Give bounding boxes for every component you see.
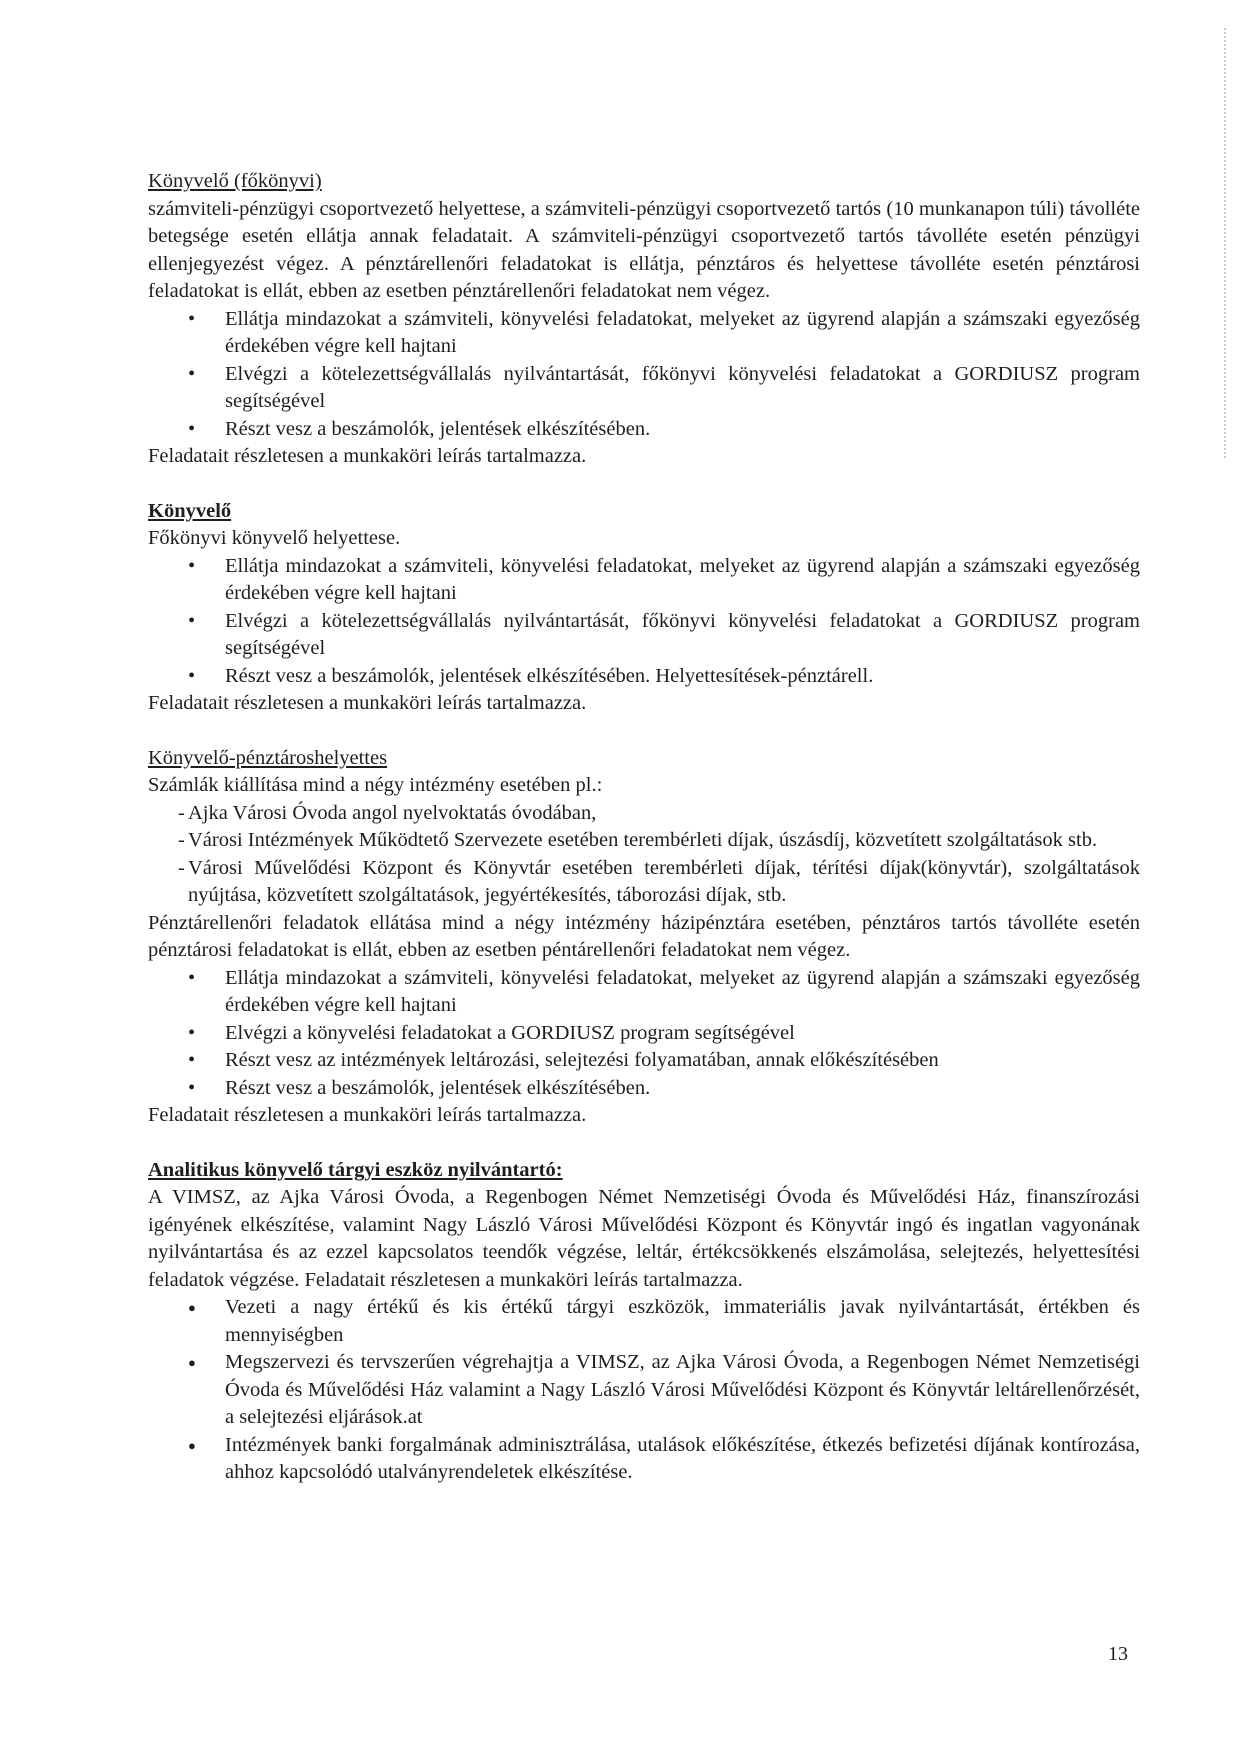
list-item: • Ellátja mindazokat a számviteli, könyvelési feladatokat, melyeket az ügyrend alapján a számszaki egyezőség érdekében végre kell hajtani	[148, 553, 1140, 608]
list-item: • Elvégzi a könyvelési feladatokat a GORDIUSZ program segítségével	[148, 1020, 1140, 1048]
section-intro: Számlák kiállítása mind a négy intézmény esetében pl.:	[148, 774, 603, 796]
section-heading: Analitikus könyvelő tárgyi eszköz nyilvántartó:	[148, 1158, 563, 1181]
section-paragraph: Főkönyvi könyvelő helyettese.	[148, 527, 401, 549]
list-item: - Városi Művelődési Központ és Könyvtár esetében terembérleti díjak, térítési díjak(könyvtár), szolgáltatások nyújtása, közvetített szolgáltatások, jegyértékesítés, táborozási díjak, stb.	[148, 855, 1140, 910]
list-item: - Városi Intézmények Működtető Szervezete esetében terembérleti díjak, úszásdíj, közvetített szolgáltatások stb.	[148, 827, 1140, 855]
list-item: - Ajka Városi Óvoda angol nyelvoktatás óvodában,	[148, 800, 1140, 828]
section-konyvelo	[148, 498, 1140, 718]
list-item: • Ellátja mindazokat a számviteli, könyvelési feladatokat, melyeket az ügyrend alapján a számszaki egyezőség érdekében végre kell hajtani	[148, 306, 1140, 361]
section-closing: Feladatait részletesen a munkaköri leírás tartalmazza.	[148, 445, 587, 467]
section-konyvelo-penztaroshelyettes	[148, 745, 1140, 1130]
section-closing: Feladatait részletesen a munkaköri leírás tartalmazza.	[148, 1104, 587, 1126]
bullet-list	[148, 306, 1140, 444]
section-heading: Könyvelő-pénztároshelyettes	[148, 746, 388, 769]
list-item: • Elvégzi a kötelezettségvállalás nyilvántartását, főkönyvi könyvelési feladatokat a GORDIUSZ program segítségével	[148, 361, 1140, 416]
section-analitikus-konyvelo	[148, 1157, 1140, 1487]
dash-list	[148, 800, 1140, 910]
list-item: • Részt vesz a beszámolók, jelentések elkészítésében.	[148, 1075, 1140, 1103]
list-item: ● Intézmények banki forgalmának adminisztrálása, utalások előkészítése, étkezés befizetési díjának kontírozása, ahhoz kapcsolódó utalványrendeletek elkészítése.	[148, 1432, 1140, 1487]
bullet-list	[148, 553, 1140, 691]
section-paragraph: A VIMSZ, az Ajka Városi Óvoda, a Regenbogen Német Nemzetiségi Óvoda és Művelődési Ház, finanszírozási igényének elkészítése, valamint Nagy László Városi Művelődési Központ és Könyvtár ingó és ingatlan vagyonának nyilvántartása és az ezzel kapcsolatos teendők végzése, leltár, értékcsökkenés elszámolása, selejtezés, helyettesítési feladatok végzése. Feladatait részletesen a munkaköri leírás tartalmazza.	[148, 1186, 1140, 1291]
list-item: • Részt vesz az intézmények leltározási, selejtezési folyamatában, annak előkészítésében	[148, 1047, 1140, 1075]
section-konyvelo-fokonyvi	[148, 168, 1140, 471]
scan-edge-mark	[1224, 28, 1226, 458]
list-item: • Részt vesz a beszámolók, jelentések elkészítésében. Helyettesítések-pénztárell.	[148, 663, 1140, 691]
document-page	[148, 168, 1140, 1514]
section-heading: Könyvelő (főkönyvi)	[148, 170, 322, 192]
bullet-list	[148, 965, 1140, 1103]
list-item: ● Megszervezi és tervszerűen végrehajtja a VIMSZ, az Ajka Városi Óvoda, a Regenbogen Német Nemzetiségi Óvoda és Művelődési Ház valamint a Nagy László Városi Művelődési Központ és Könyvtár leltárellenőrzését, a selejtezési eljárások.at	[148, 1349, 1140, 1432]
list-item: ● Vezeti a nagy értékű és kis értékű tárgyi eszközök, immateriális javak nyilvántartását, értékben és mennyiségben	[148, 1294, 1140, 1349]
list-item: • Elvégzi a kötelezettségvállalás nyilvántartását, főkönyvi könyvelési feladatokat a GORDIUSZ program segítségével	[148, 608, 1140, 663]
section-closing: Feladatait részletesen a munkaköri leírás tartalmazza.	[148, 692, 587, 714]
list-item: • Részt vesz a beszámolók, jelentések elkészítésében.	[148, 416, 1140, 444]
page-number: 13	[1108, 1643, 1128, 1665]
list-item: • Ellátja mindazokat a számviteli, könyvelési feladatokat, melyeket az ügyrend alapján a számszaki egyezőség érdekében végre kell hajtani	[148, 965, 1140, 1020]
section-paragraph: Pénztárellenőri feladatok ellátása mind a négy intézmény házipénztára esetében, pénztáros tartós távolléte esetén pénztárosi feladatokat is ellát, ebben az esetben péntárellenőri feladatokat nem végez.	[148, 911, 1140, 961]
section-heading: Könyvelő	[148, 499, 232, 522]
section-paragraph: számviteli-pénzügyi csoportvezető helyettese, a számviteli-pénzügyi csoportvezető tartós (10 munkanapon túli) távolléte betegsége esetén ellátja annak feladatait. A számviteli-pénzügyi csoportvezető tartós távolléte esetén pénzügyi ellenjegyezést végez. A pénztárellenőri feladatokat is ellátja, pénztáros és helyettese távolléte esetén pénztárosi feladatokat is ellát, ebben az esetben pénztárellenőri feladatokat nem végez.	[148, 197, 1140, 302]
bullet-list	[148, 1294, 1140, 1487]
